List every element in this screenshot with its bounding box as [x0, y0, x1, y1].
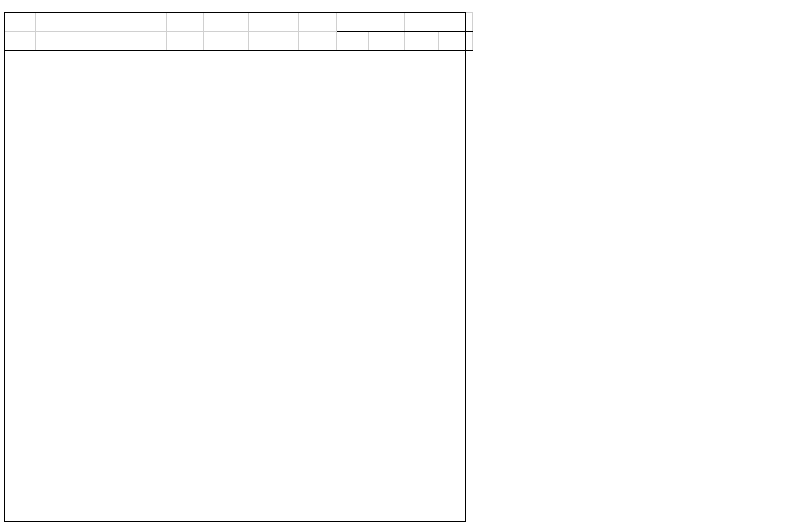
series-hcap-header	[439, 31, 473, 50]
players-averages-table	[4, 12, 473, 51]
game-group-header	[337, 13, 405, 32]
series-scr-header	[405, 31, 439, 50]
players-averages-border	[4, 12, 466, 522]
series-group-header	[405, 13, 473, 32]
games-header	[167, 31, 204, 50]
avge-header	[249, 31, 299, 50]
game-hcap-header	[369, 31, 405, 50]
hcap-header	[299, 31, 337, 50]
pins-header	[204, 31, 249, 50]
game-scr-header	[337, 31, 369, 50]
